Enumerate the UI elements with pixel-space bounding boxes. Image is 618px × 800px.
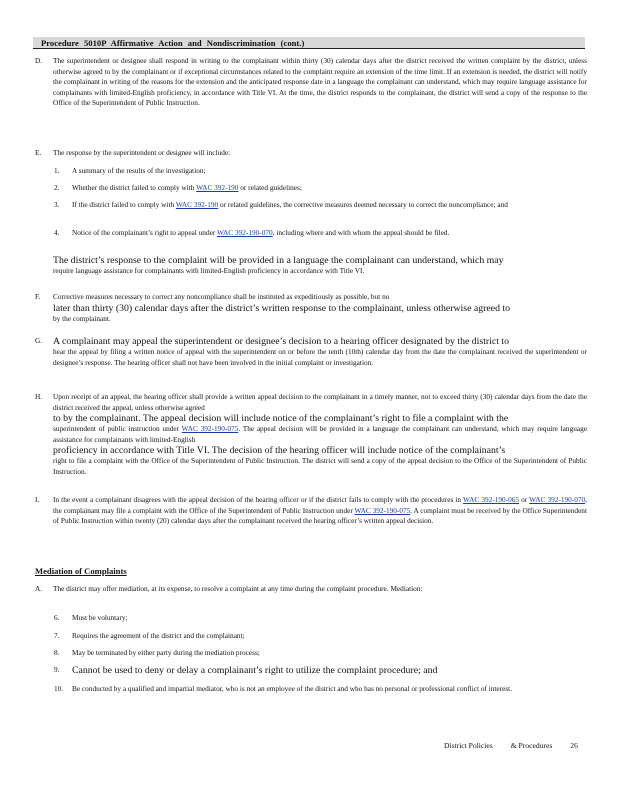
list-text: Must be voluntary; <box>72 613 128 622</box>
wac-link[interactable]: WAC 392-190-065 <box>463 495 520 504</box>
closing-text-large: The district’s response to the complaint will be provided in a language the complainant can understand, which may <box>53 255 504 266</box>
list-number: 4. <box>54 228 60 237</box>
paragraph-label: G. <box>35 336 43 345</box>
list-text: Whether the district failed to comply with WAC 392-190 or related guidelines; <box>72 183 302 192</box>
list-text: May be terminated by either party during the mediation process; <box>72 648 260 657</box>
paragraph-text: In the event a complainant disagrees with the appeal decision of the hearing officer or if the district fails to comply with the procedures in WAC 392-190-065 or WAC 392-190-070, the complainant may file a complaint with the Office of the Superintendent of Public Instruction under WAC 392-190-075. A complaint must be received by the Office Superintendent of Public Instruction within twenty (20) calendar days after the complainant received the hearing officer’s written appeal decision. <box>53 495 587 526</box>
wac-link[interactable]: WAC 392-190-075 <box>181 424 239 434</box>
list-number: 7. <box>54 631 60 640</box>
list-number: 2. <box>54 183 60 192</box>
paragraph-text: The response by the superintendent or designee will include: <box>53 148 231 157</box>
section-header-title: Procedure 5010P Affirmative Action and Nondiscrimination (cont.) <box>41 38 305 48</box>
list-text: Notice of the complainant’s right to appeal under WAC 392-190-070, including where and with whom the appeal should be filed. <box>72 228 450 237</box>
wac-link[interactable]: WAC 392-190-070 <box>529 495 586 504</box>
paragraph-label: H. <box>35 392 43 401</box>
paragraph-label: F. <box>35 292 41 301</box>
paragraph-text: The district may offer mediation, at its expense, to resolve a complaint at any time during the complaint procedure. Mediation: <box>53 584 423 593</box>
list-number: 10. <box>54 684 64 693</box>
section-header <box>33 37 585 49</box>
paragraph-label: E. <box>35 148 42 157</box>
list-text: Requires the agreement of the district and the complainant; <box>72 631 245 640</box>
paragraph-text: Upon receipt of an appeal, the hearing officer shall provide a written appeal decision to the complainant in a timely manner, not to exceed thirty (30) calendar days from the date the district received the appeal, unless otherwise agreed to by the complainant. The appeal decision will include notice of the complainant’s right to file a complaint with the superintendent of public instruction under WAC 392-190-075. The appeal decision will be provided in a language the complainant can understand, which may require language assistance for complainants with limited-English proficiency in accordance with Title VI. The decision of the hearing officer will include notice of the complainant’s right to file a complaint with the Office of the Superintendent of Public Instruction. The district will send a copy of the appeal decision to the Office of the Superintendent of Public Instruction. <box>53 392 587 476</box>
paragraph-text: The superintendent or designee shall respond in writing to the complainant within thirty (30) calendar days after the district received the written complaint by the district, unless otherwise agreed to by the complainant or if exceptional circumstances related to the complaint require an extension of the time limit. If an extension is needed, the district will notify the complainant in writing of the reasons for the extension and the anticipated response date in a language the complainant can understand, which may require language assistance for complainants with limited-English proficiency, in accordance with Title VI. At the time, the district responds to the complainant, the district will send a copy of the response to the Office of the Superintendent of Public Instruction. <box>53 56 587 108</box>
paragraph-e-closing <box>53 255 583 277</box>
paragraph-label: I. <box>35 495 40 504</box>
list-number: 6. <box>54 613 60 622</box>
list-text: Cannot be used to deny or delay a complainant’s right to utilize the complaint procedure; and <box>72 665 438 676</box>
mediation-heading: Mediation of Complaints <box>35 566 127 576</box>
paragraph-label: A. <box>35 584 43 593</box>
list-text: Be conducted by a qualified and impartial mediator, who is not an employee of the district and who has no personal or professional conflict of interest. <box>72 684 513 693</box>
wac-link[interactable]: WAC 392-190-075 <box>354 505 411 515</box>
list-number: 1. <box>54 166 60 175</box>
list-number: 8. <box>54 648 60 657</box>
paragraph-label: D. <box>35 56 43 65</box>
wac-link[interactable]: WAC 392-190 <box>196 183 239 192</box>
list-text: If the district failed to comply with WAC 392-190 or related guidelines, the corrective measures deemed necessary to correct the noncompliance; and <box>72 200 508 209</box>
closing-text-small: require language assistance for complainants with limited-English proficiency in accordance with Title VI. <box>53 266 365 275</box>
wac-link[interactable]: WAC 392-190-070 <box>216 228 273 237</box>
footer-subtitle: & Procedures <box>510 741 553 750</box>
paragraph-text: A complainant may appeal the superintendent or designee’s decision to a hearing officer designated by the district to hear the appeal by filing a written notice of appeal with the superintendent on or before the tenth (10th) calendar day from the date the complainant received the superintendent or designee’s response. The hearing officer shall not have been involved in the initial complaint or investigation. <box>53 336 587 367</box>
list-number: 9. <box>54 665 60 674</box>
list-number: 3. <box>54 200 60 209</box>
list-text: A summary of the results of the investigation; <box>72 166 206 175</box>
footer-title: District Policies <box>444 741 493 750</box>
paragraph-text: Corrective measures necessary to correct any noncompliance shall be instituted as expeditiously as possible, but no later than thirty (30) calendar days after the district’s written response to the complainant, unless otherwise agreed to by the complainant. <box>53 292 511 323</box>
page-number: 26 <box>570 741 578 750</box>
page-footer <box>444 741 596 750</box>
wac-link[interactable]: WAC 392-190 <box>175 200 219 209</box>
